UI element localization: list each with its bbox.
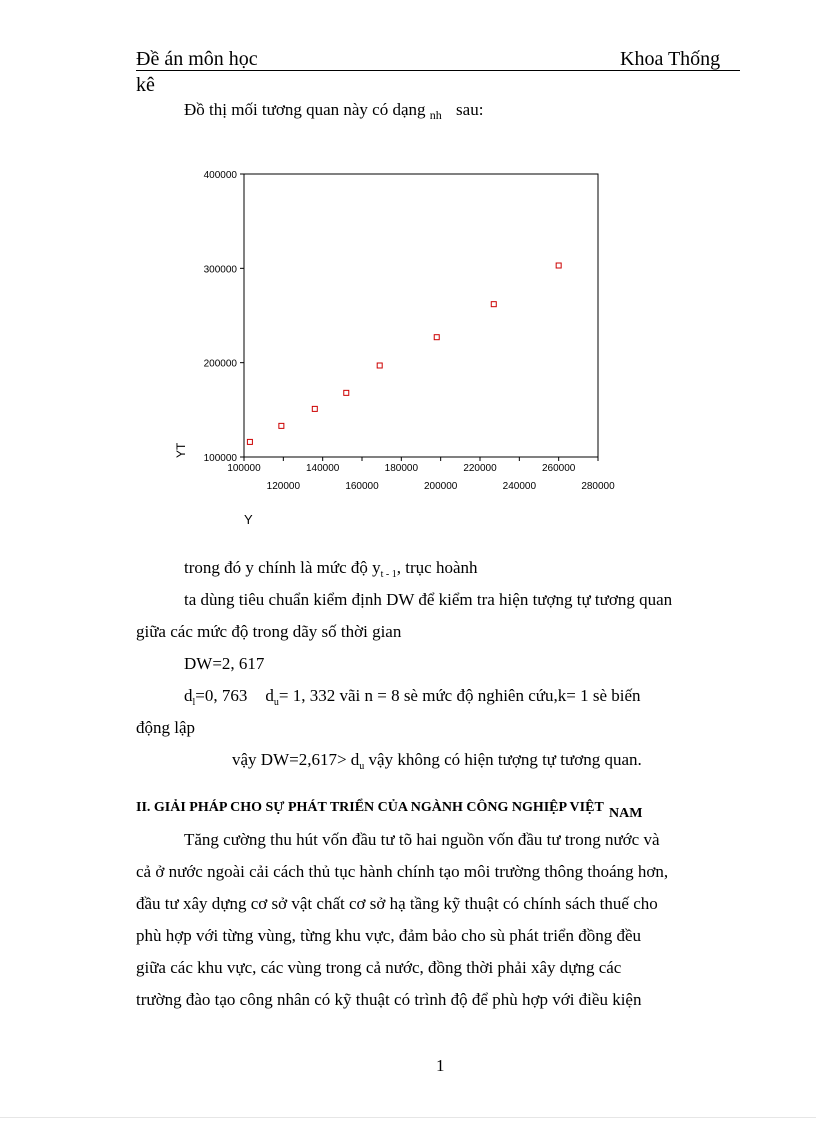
paragraph-1 [184, 558, 478, 580]
x-tick-label: 120000 [266, 481, 301, 492]
paragraph-2-line-1: ta dùng tiêu chuẩn kiểm định DW để kiểm tra hiện tượng tự tương quan [184, 590, 673, 609]
header-right: Khoa Thống [620, 48, 721, 70]
y-axis-label: YT [174, 442, 188, 458]
chart-svg [168, 158, 628, 538]
critical-values-line [184, 686, 641, 708]
du-rest: = 1, 332 vãi n = 8 sè mức độ nghiên cứu,k= 1 sè biến [278, 686, 641, 705]
conclusion-text: vậy DW=2,617> d [232, 750, 360, 769]
section-heading [136, 800, 643, 821]
dw-value: DW=2, 617 [184, 654, 265, 673]
data-point [279, 423, 284, 428]
x-axis [227, 457, 615, 492]
section-line-2: cả ở nước ngoài cải cách thủ tục hành chính tạo môi trường thông thoáng hơn, [136, 862, 669, 881]
x-tick-label: 280000 [581, 481, 615, 492]
page-number: 1 [436, 1056, 445, 1075]
p1-tail: , trục hoành [396, 558, 478, 577]
x-tick-label: 260000 [541, 463, 576, 474]
x-axis-label: Y [244, 512, 253, 527]
data-point [247, 439, 252, 444]
section-line-4: phù hợp với từng vùng, từng khu vực, đảm bảo cho sù phát triển đồng đều [136, 926, 642, 945]
y-tick-label: 400000 [203, 170, 237, 181]
y-tick-label: 300000 [203, 264, 237, 276]
intro-text: Đồ thị mối tương quan này có dạng [184, 100, 426, 119]
plot-frame [244, 174, 598, 457]
header-left: Đề án môn học [136, 48, 258, 70]
y-axis [204, 170, 244, 464]
dl-value: =0, 763 [195, 686, 248, 705]
data-point [491, 302, 496, 307]
x-tick-label: 220000 [463, 463, 497, 474]
x-tick-label: 240000 [502, 481, 537, 492]
section-line-1: Tăng cường thu hút vốn đầu tư tõ hai nguồn vốn đầu tư trong nước và [184, 830, 660, 849]
intro-small: nh [429, 108, 442, 122]
intro-line [184, 100, 483, 120]
section-heading-text: II. GIẢI PHÁP CHO SỰ PHÁT TRIỂN CỦA NGÀNH CÔNG NGHIỆP VIỆT [136, 800, 604, 815]
data-point [344, 390, 349, 395]
y-tick-label: 200000 [203, 358, 237, 370]
p1-subscript: t - 1 [380, 569, 397, 580]
data-point [377, 363, 382, 368]
x-tick-label: 200000 [423, 481, 458, 492]
x-tick-label: 180000 [384, 463, 419, 474]
conclusion [232, 750, 642, 772]
data-point [312, 406, 317, 411]
dl-symbol: d [184, 686, 193, 705]
intro-end: sau: [456, 100, 484, 119]
section-line-5: giữa các khu vực, các vùng trong cả nước, đồng thời phải xây dựng các [136, 958, 622, 977]
section-line-6: trường đào tạo công nhân có kỹ thuật có trình độ để phù hợp với điều kiện [136, 990, 642, 1009]
header-rule [136, 70, 740, 71]
conclusion-tail: vậy không có hiện tượng tự tương quan. [364, 750, 642, 769]
y-tick-label: 100000 [203, 453, 237, 464]
header-continuation: kê [136, 74, 155, 96]
section-line-3: đầu tư xây dựng cơ sở vật chất cơ sở hạ tầng kỹ thuật có chính sách thuế cho [136, 894, 658, 913]
data-point [434, 335, 439, 340]
dl-subscript: l [192, 697, 196, 708]
x-tick-label: 100000 [227, 463, 261, 474]
du-subscript: u [273, 697, 279, 708]
du-symbol: d [265, 686, 274, 705]
data-point [556, 263, 561, 268]
paragraph-2-line-2: giữa các mức độ trong dãy số thời gian [136, 622, 402, 641]
x-tick-label: 160000 [345, 481, 379, 492]
series-points [247, 263, 561, 444]
critical-values-line-2: động lập [136, 718, 196, 737]
section-heading-tail: NAM [609, 806, 643, 821]
p1-text: trong đó y chính là mức độ y [184, 558, 381, 577]
footer-rule [0, 1117, 816, 1118]
x-tick-label: 140000 [305, 463, 340, 474]
scatter-chart [168, 158, 628, 538]
conclusion-subscript: u [359, 761, 365, 772]
